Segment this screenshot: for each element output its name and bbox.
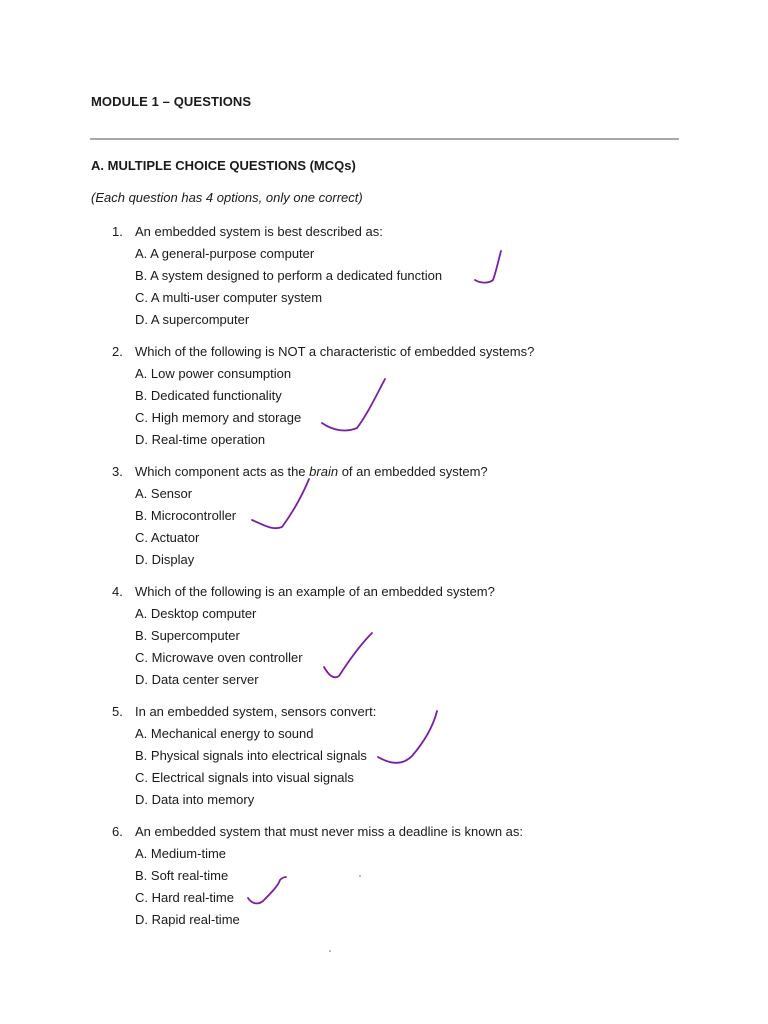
question-4 [112, 581, 712, 691]
stray-dot [329, 950, 331, 952]
option-a: A. A general-purpose computer [135, 246, 315, 261]
question-text: Which of the following is NOT a characteristic of embedded systems? [135, 344, 535, 359]
question-number: 1. [112, 224, 123, 239]
question-text: In an embedded system, sensors convert: [135, 704, 377, 719]
option-b: B. Dedicated functionality [135, 388, 282, 403]
option-d: D. Data into memory [135, 792, 255, 807]
question-5 [112, 701, 712, 811]
option-d: D. Display [135, 552, 195, 567]
option-d: D. Data center server [135, 672, 259, 687]
option-b: B. Soft real-time [135, 868, 229, 883]
option-b: B. Physical signals into electrical signals [135, 748, 367, 763]
question-number: 3. [112, 464, 123, 479]
question-1 [112, 221, 712, 331]
option-c: C. High memory and storage [135, 410, 302, 425]
option-a: A. Sensor [135, 486, 193, 501]
question-text-after: of an embedded system? [338, 464, 488, 479]
question-6 [112, 821, 712, 931]
option-c: C. Actuator [135, 530, 200, 545]
question-text: An embedded system that must never miss a deadline is known as: [135, 824, 524, 839]
option-c: C. Microwave oven controller [135, 650, 303, 665]
question-number: 4. [112, 584, 123, 599]
option-a: A. Desktop computer [135, 606, 257, 621]
option-b: B. A system designed to perform a dedicated function [135, 268, 443, 283]
question-text-before: Which component acts as the [135, 464, 310, 479]
option-d: D. Rapid real-time [135, 912, 240, 927]
question-number: 2. [112, 344, 123, 359]
question-text: Which of the following is an example of an embedded system? [135, 584, 495, 599]
option-a: A. Low power consumption [135, 366, 292, 381]
option-c: C. Hard real-time [135, 890, 234, 905]
option-d: D. A supercomputer [135, 312, 250, 327]
option-a: A. Medium-time [135, 846, 227, 861]
horizontal-rule [90, 138, 679, 140]
section-title: A. MULTIPLE CHOICE QUESTIONS (MCQs) [91, 158, 356, 173]
question-text [135, 461, 488, 483]
option-c: C. A multi-user computer system [135, 290, 323, 305]
question-number: 5. [112, 704, 123, 719]
module-title: MODULE 1 – QUESTIONS [91, 94, 252, 109]
option-d: D. Real-time operation [135, 432, 266, 447]
question-2 [112, 341, 712, 451]
option-b: B. Supercomputer [135, 628, 240, 643]
question-text: An embedded system is best described as: [135, 224, 383, 239]
option-b: B. Microcontroller [135, 508, 237, 523]
instructions-text: (Each question has 4 options, only one correct) [91, 190, 363, 205]
question-number: 6. [112, 824, 123, 839]
option-a: A. Mechanical energy to sound [135, 726, 314, 741]
question-3 [112, 461, 712, 571]
question-text-emphasis: brain [309, 464, 339, 479]
option-c: C. Electrical signals into visual signals [135, 770, 354, 785]
